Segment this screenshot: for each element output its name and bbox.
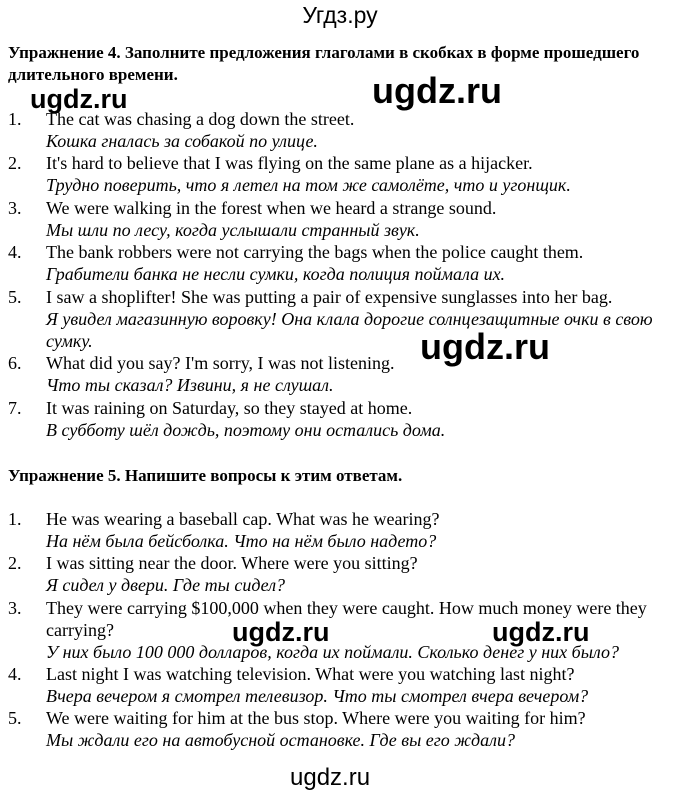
- ex4-item-6: [8, 352, 672, 396]
- english-sentence: It was raining on Saturday, so they stayed at home.: [46, 398, 413, 418]
- english-sentence: We were waiting for him at the bus stop. Where were you waiting for him?: [46, 708, 586, 728]
- russian-translation: На нём была бейсболка. Что на нём было надето?: [46, 531, 437, 551]
- ex5-item-2: [8, 552, 672, 596]
- russian-translation: Мы шли по лесу, когда услышали странный звук.: [46, 220, 420, 240]
- russian-translation: Мы ждали его на автобусной остановке. Где вы его ждали?: [46, 730, 515, 750]
- ex4-item-7: [8, 397, 672, 441]
- item-number: 4.: [8, 664, 22, 684]
- site-header: Угдз.ру: [302, 2, 378, 28]
- russian-translation: В субботу шёл дождь, поэтому они остались дома.: [46, 420, 446, 440]
- russian-translation: Вчера вечером я смотрел телевизор. Что ты смотрел вчера вечером?: [46, 686, 589, 706]
- item-number: 4.: [8, 242, 22, 262]
- item-number: 2.: [8, 553, 22, 573]
- ex5-item-4: [8, 663, 672, 707]
- item-number: 7.: [8, 398, 22, 418]
- exercise4-title: Упражнение 4. Заполните предложения глаголами в скобках в форме прошедшего длительного времени.: [8, 43, 640, 84]
- watermark-logo: ugdz.ru: [492, 617, 590, 647]
- english-sentence: I saw a shoplifter! She was putting a pair of expensive sunglasses into her bag.: [46, 287, 613, 307]
- english-sentence: I was sitting near the door. Where were you sitting?: [46, 553, 418, 573]
- english-sentence: We were walking in the forest when we heard a strange sound.: [46, 198, 497, 218]
- ex4-item-2: [8, 152, 672, 196]
- watermark-logo: ugdz.ru: [30, 84, 128, 114]
- english-sentence: The cat was chasing a dog down the street.: [46, 109, 355, 129]
- russian-translation: Трудно поверить, что я летел на том же самолёте, что и угонщик.: [46, 175, 571, 195]
- russian-translation: Я сидел у двери. Где ты сидел?: [46, 575, 286, 595]
- watermark-logo: ugdz.ru: [232, 617, 330, 647]
- russian-translation: У них было 100 000 долларов, когда их поймали. Сколько денег у них было?: [46, 642, 619, 662]
- item-number: 2.: [8, 153, 22, 173]
- watermark-logo: ugdz.ru: [372, 70, 502, 111]
- ex5-item-5: [8, 707, 672, 751]
- item-number: 3.: [8, 598, 22, 618]
- english-sentence: He was wearing a baseball cap. What was he wearing?: [46, 509, 440, 529]
- russian-translation: Я увидел магазинную воровку! Она клала дорогие солнцезащитные очки в свою сумку.: [46, 309, 653, 351]
- ex4-item-4: [8, 241, 672, 285]
- russian-translation: Грабители банка не несли сумки, когда полиция поймала их.: [46, 264, 506, 284]
- ex4-item-3: [8, 197, 672, 241]
- english-sentence: The bank robbers were not carrying the bags when the police caught them.: [46, 242, 584, 262]
- english-sentence: Last night I was watching television. What were you watching last night?: [46, 664, 575, 684]
- english-sentence: It's hard to believe that I was flying on the same plane as a hijacker.: [46, 153, 533, 173]
- item-number: 1.: [8, 109, 22, 129]
- russian-translation: Что ты сказал? Извини, я не слушал.: [46, 375, 334, 395]
- item-number: 6.: [8, 353, 22, 373]
- russian-translation: Кошка гналась за собакой по улице.: [46, 131, 318, 151]
- english-sentence: They were carrying $100,000 when they were caught. How much money were they carrying?: [46, 598, 647, 640]
- ex4-item-5: [8, 286, 672, 352]
- item-number: 5.: [8, 708, 22, 728]
- watermark-footer: ugdz.ru: [290, 764, 371, 791]
- item-number: 1.: [8, 509, 22, 529]
- item-number: 3.: [8, 198, 22, 218]
- exercise5-title: Упражнение 5. Напишите вопросы к этим ответам.: [8, 466, 403, 485]
- item-number: 5.: [8, 287, 22, 307]
- english-sentence: What did you say? I'm sorry, I was not listening.: [46, 353, 395, 373]
- watermark-logo: ugdz.ru: [420, 326, 550, 367]
- ex5-item-1: [8, 508, 672, 552]
